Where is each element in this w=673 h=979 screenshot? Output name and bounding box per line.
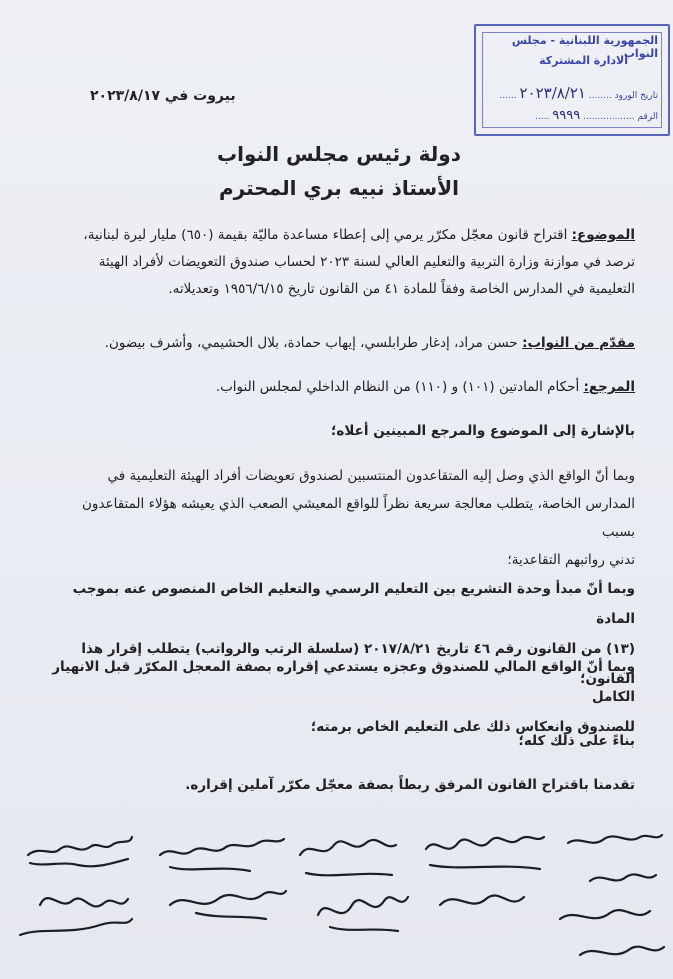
signatures-area — [0, 815, 673, 979]
p3-line-2: للصندوق وانعكاس ذلك على التعليم الخاص برمته؛ — [310, 719, 635, 735]
p1-line-2: المدارس الخاصة، يتطلب معالجة سريعة نظراً للواقع المعيشي الصعب الذي يعيشه هؤلاء المتقاعدون بسبب — [82, 496, 635, 540]
subject-label: الموضوع: — [571, 227, 635, 243]
stamp-date-value: ٢٠٢٣/٨/٢١ — [519, 84, 586, 102]
body-paragraph-5: تقدمنا باقتراح القانون المرفق ربطاً بصفة معجّل مكرّر آملين إقراره. — [185, 777, 635, 793]
stamp-line-2: الادارة المشتركة — [539, 54, 628, 67]
stamp-line-1: الجمهورية اللبنانية - مجلس النواب — [511, 34, 658, 60]
reference-block — [45, 374, 635, 401]
signature-hassan-mrad — [160, 839, 286, 919]
signature-ashraf-baydoun — [20, 837, 132, 935]
subject-line-2: ترصد في موازنة وزارة التربية والتعليم العالي لسنة ٢٠٢٣ لحساب صندوق التعويضات لأفراد الهيئة — [98, 254, 635, 270]
reference-label: المرجع: — [583, 379, 635, 395]
body-intro: بالإشارة إلى الموضوع والمرجع المبينين أعلاه؛ — [331, 423, 635, 439]
p1-line-3: تدني رواتبهم التقاعدية؛ — [507, 552, 635, 568]
stamp-date-row: تاريخ الورود ........ ٢٠٢٣/٨/٢١ ...... — [499, 84, 658, 102]
p2-line-1: وبما أنّ مبدأ وحدة التشريع بين التعليم الرسمي والتعليم الخاص المنصوص عنه بموجب المادة — [72, 581, 635, 627]
subject-line-3: التعليمية في المدارس الخاصة وفقاً للمادة ٤١ من القانون تاريخ ١٩٥٦/٦/١٥ وتعديلاته. — [168, 281, 635, 297]
reference-text: أحكام المادتين (١٠١) و (١١٠) من النظام الداخلي لمجلس النواب. — [215, 379, 580, 395]
body-paragraph-1 — [45, 462, 635, 574]
stamp-date-label: تاريخ الورود — [614, 91, 658, 101]
stamp-number-row: الرقم .................. ٩٩٩٩ ..... — [535, 108, 658, 123]
body-paragraph-4: بناءً على ذلك كله؛ — [518, 733, 635, 749]
p2-line-2: (١٣) من القانون رقم ٤٦ تاريخ ٢٠١٧/٨/٢١ (سلسلة الرتب والرواتب) يتطلب إقرار هذا القانون؛ — [81, 641, 635, 687]
signature-ihab-hamadeh — [426, 837, 544, 905]
presenters-block — [45, 330, 635, 357]
stamp-number-value: ٩٩٩٩ — [552, 108, 581, 123]
addressee-title: دولة رئيس مجلس النواب — [217, 142, 461, 166]
signature-edgar-traboulsi — [560, 835, 664, 955]
signature-bilal-hchaimi — [300, 840, 408, 931]
p1-line-1: وبما أنّ الواقع الذي وصل إليه المتقاعدون المنتسبين لصندوق تعويضات أفراد الهيئة التعليمية في — [107, 468, 635, 484]
subject-block — [45, 222, 635, 303]
presenters-text: حسن مراد، إدغار طرابلسي، إيهاب حمادة، بلال الحشيمي، وأشرف بيضون. — [104, 335, 518, 351]
document-date: بيروت في ٢٠٢٣/٨/١٧ — [90, 88, 236, 104]
p3-line-1: وبما أنّ الواقع المالي للصندوق وعجزه يستدعي إقراره بصفة المعجل المكرّر قبل الانهيار الكامل — [52, 659, 635, 705]
registration-stamp — [474, 24, 670, 136]
presenters-label: مقدّم من النواب: — [522, 335, 635, 351]
subject-line-1: اقتراح قانون معجّل مكرّر يرمي إلى إعطاء مساعدة ماليّة بقيمة (٦٥٠) مليار ليرة لبنانية، — [83, 227, 568, 243]
stamp-number-label: الرقم — [637, 112, 658, 122]
addressee-name: الأستاذ نبيه بري المحترم — [219, 176, 459, 200]
